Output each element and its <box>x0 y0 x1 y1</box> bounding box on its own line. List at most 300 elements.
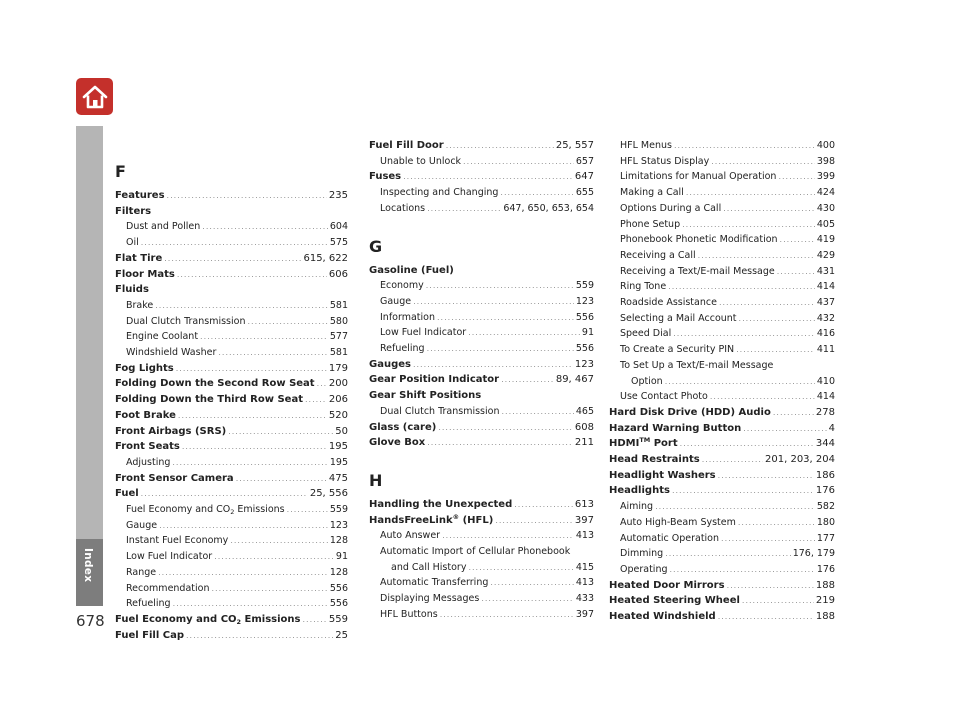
page-reference[interactable]: 419 <box>816 234 835 246</box>
dot-leader <box>743 421 826 437</box>
page-reference[interactable]: 556 <box>329 582 348 594</box>
index-subentry[interactable] <box>369 185 594 201</box>
entry-text-main: Heated Steering Wheel <box>609 595 740 607</box>
entry-text <box>620 531 719 547</box>
page-reference[interactable]: 206 <box>328 394 348 406</box>
page-reference[interactable]: 89, 467 <box>555 374 594 386</box>
index-subentry[interactable] <box>369 528 594 544</box>
index-entry[interactable] <box>369 357 594 373</box>
dot-leader <box>173 596 328 612</box>
page-reference[interactable]: 556 <box>575 343 594 355</box>
page-reference[interactable]: 397 <box>575 608 594 620</box>
index-subentry[interactable] <box>115 502 348 518</box>
dot-leader <box>427 201 501 217</box>
index-entry[interactable] <box>115 439 348 455</box>
index-subentry[interactable] <box>609 169 835 185</box>
index-subentry[interactable] <box>369 591 594 607</box>
page-reference[interactable]: 399 <box>816 171 835 183</box>
index-subentry[interactable] <box>115 298 348 314</box>
entry-text-main: Auto High-Beam System <box>620 516 736 528</box>
page-reference[interactable]: 195 <box>329 456 348 468</box>
page-reference[interactable]: 410 <box>816 375 835 387</box>
index-subentry[interactable] <box>609 279 835 295</box>
entry-text-main: Inspecting and Changing <box>380 187 499 199</box>
page-reference[interactable]: 123 <box>575 295 594 307</box>
index-entry[interactable] <box>369 435 594 451</box>
dot-leader <box>738 515 815 531</box>
index-entry[interactable] <box>115 408 348 424</box>
page-reference[interactable]: 475 <box>328 472 348 484</box>
entry-text <box>369 497 512 513</box>
entry-text <box>126 502 285 518</box>
entry-text <box>620 499 653 515</box>
sidebar-bar <box>76 126 103 539</box>
entry-text <box>115 486 139 502</box>
entry-text-main: HFL Buttons <box>380 608 438 620</box>
dot-leader <box>665 546 791 562</box>
dot-leader <box>247 314 327 330</box>
index-entry[interactable] <box>609 452 835 468</box>
page-reference[interactable]: 414 <box>816 391 835 403</box>
page-reference[interactable]: 647, 650, 653, 654 <box>503 202 594 214</box>
index-subentry[interactable] <box>609 201 835 217</box>
entry-subscript: 2 <box>236 617 242 626</box>
index-subheading: Automatic Import of Cellular Phonebook <box>380 546 571 558</box>
index-entry[interactable] <box>115 361 348 377</box>
page-reference[interactable]: 413 <box>575 577 594 589</box>
entry-text <box>369 420 436 436</box>
entry-text-main: Recommendation <box>126 582 210 594</box>
page-reference[interactable]: 128 <box>329 535 348 547</box>
dot-leader <box>182 439 327 455</box>
page-reference[interactable]: 414 <box>816 281 835 293</box>
entry-text-main: Making a Call <box>620 187 684 199</box>
entry-text-main: Gauges <box>369 358 411 370</box>
entry-text-main: HFL Status Display <box>620 155 710 167</box>
dot-leader <box>711 154 815 170</box>
page-reference[interactable]: 608 <box>574 421 594 433</box>
dot-leader <box>177 267 327 283</box>
index-subentry[interactable] <box>609 264 835 280</box>
dot-leader <box>719 295 815 311</box>
entry-text-main: Receiving a Text/E-mail Message <box>620 265 775 277</box>
page-reference[interactable]: 91 <box>335 551 348 563</box>
entry-text <box>620 311 737 327</box>
index-heading: Gasoline (Fuel) <box>369 264 454 276</box>
index-subentry[interactable] <box>369 607 594 623</box>
dot-leader <box>468 325 580 341</box>
index-subentry[interactable] <box>369 154 594 170</box>
page-reference[interactable]: 559 <box>329 504 348 516</box>
page-reference[interactable]: 176 <box>816 563 835 575</box>
index-subentry[interactable] <box>609 311 835 327</box>
entry-text-main: Front Sensor Camera <box>115 472 234 484</box>
entry-text <box>380 278 424 294</box>
index-entry[interactable] <box>115 486 348 502</box>
dot-leader <box>236 471 327 487</box>
section-letter: F <box>115 162 126 181</box>
index-subentry[interactable] <box>115 549 348 565</box>
page-reference[interactable]: 657 <box>575 155 594 167</box>
entry-text-main: Fuel Economy and CO <box>126 504 231 516</box>
index-subentry[interactable] <box>369 294 594 310</box>
page-reference[interactable]: 437 <box>816 297 835 309</box>
dot-leader <box>739 311 815 327</box>
index-subentry[interactable] <box>609 185 835 201</box>
index-entry[interactable] <box>609 609 835 625</box>
section-letter: H <box>369 470 383 490</box>
dot-leader <box>680 436 814 452</box>
index-entry[interactable] <box>115 471 348 487</box>
index-subentry[interactable] <box>369 575 594 591</box>
index-entry[interactable] <box>115 267 348 283</box>
page-reference[interactable]: 581 <box>329 299 348 311</box>
index-subentry[interactable] <box>369 341 594 357</box>
page-reference[interactable]: 176 <box>815 485 835 497</box>
dot-leader <box>698 248 815 264</box>
index-subentry[interactable] <box>609 499 835 515</box>
entry-text-main: Hazard Warning Button <box>609 422 742 434</box>
index-entry[interactable] <box>609 483 835 499</box>
entry-text-main: Phonebook Phonetic Modification <box>620 234 778 246</box>
dot-leader <box>155 298 328 314</box>
entry-text <box>380 201 425 217</box>
index-subentry[interactable] <box>609 326 835 342</box>
page-reference[interactable]: 25, 557 <box>555 140 594 151</box>
entry-text <box>620 248 696 264</box>
index-subentry[interactable] <box>115 329 348 345</box>
entry-text-main: Information <box>380 311 435 323</box>
entry-text <box>620 154 709 170</box>
entry-text <box>620 185 684 201</box>
page-reference[interactable]: 219 <box>815 595 835 607</box>
dot-leader <box>673 326 815 342</box>
index-subentry[interactable] <box>609 515 835 531</box>
dot-leader <box>426 278 574 294</box>
index-entry[interactable] <box>609 593 835 609</box>
dot-leader <box>427 435 573 451</box>
index-entry[interactable] <box>609 468 835 484</box>
entry-text-main: Foot Brake <box>115 409 176 421</box>
page-reference[interactable]: 177 <box>816 532 835 544</box>
entry-text-main: Option <box>631 375 663 387</box>
entry-text <box>369 435 425 451</box>
entry-text-main: Automatic Transferring <box>380 577 489 589</box>
page-reference[interactable]: 398 <box>816 155 835 167</box>
index-subentry[interactable] <box>609 531 835 547</box>
page-reference[interactable]: 179 <box>328 362 348 374</box>
index-subentry[interactable] <box>609 232 835 248</box>
dot-leader <box>490 575 573 591</box>
page-reference[interactable]: 465 <box>575 405 594 417</box>
index-subentry[interactable] <box>115 533 348 549</box>
entry-text <box>620 562 668 578</box>
index-subentry[interactable] <box>115 518 348 534</box>
index-subentry[interactable] <box>115 565 348 581</box>
entry-text <box>609 468 716 484</box>
entry-text <box>609 593 740 609</box>
index-entry[interactable] <box>115 251 348 267</box>
page-reference[interactable]: 176, 179 <box>792 548 835 560</box>
entry-text-main: Unable to Unlock <box>380 155 462 167</box>
index-entry[interactable] <box>369 169 594 185</box>
dot-leader <box>495 513 573 529</box>
page-reference[interactable]: 429 <box>816 249 835 261</box>
page-reference[interactable]: 278 <box>815 406 835 418</box>
entry-text-main: Folding Down the Third Row Seat <box>115 394 303 406</box>
entry-text-main: Ring Tone <box>620 281 667 293</box>
page-reference[interactable]: 430 <box>816 202 835 214</box>
entry-text <box>380 591 479 607</box>
entry-text <box>115 408 176 424</box>
page-reference[interactable]: 606 <box>328 268 348 280</box>
dot-leader <box>672 483 814 499</box>
page-reference[interactable]: 397 <box>574 514 594 526</box>
entry-text-main: Refueling <box>126 598 171 610</box>
page-reference[interactable]: 559 <box>328 613 348 625</box>
dot-leader <box>437 310 574 326</box>
index-tab-label: Index <box>82 548 94 583</box>
entry-text-main: Headlights <box>609 485 670 497</box>
entry-text-main: Dual Clutch Transmission <box>126 315 246 327</box>
page-reference[interactable]: 186 <box>815 469 835 481</box>
index-subentry[interactable] <box>369 560 594 576</box>
index-subentry[interactable] <box>115 314 348 330</box>
dot-leader <box>158 565 328 581</box>
page-reference[interactable]: 123 <box>574 358 594 370</box>
dot-leader <box>403 169 573 185</box>
entry-text <box>380 341 425 357</box>
index-subentry[interactable] <box>609 154 835 170</box>
page-reference[interactable]: 123 <box>329 519 348 531</box>
dot-leader <box>702 452 763 468</box>
page-reference[interactable]: 647 <box>574 171 594 183</box>
entry-text <box>620 389 708 405</box>
dot-leader <box>440 607 574 623</box>
entry-text <box>115 188 165 204</box>
page-reference[interactable]: 582 <box>816 501 835 513</box>
entry-text <box>620 515 736 531</box>
index-subentry[interactable] <box>369 310 594 326</box>
page-reference[interactable]: 556 <box>575 311 594 323</box>
entry-text-main: HFL Menus <box>620 140 672 151</box>
index-entry[interactable] <box>369 513 594 529</box>
index-subentry[interactable] <box>115 219 348 235</box>
entry-text <box>126 314 245 330</box>
entry-text-main: Receiving a Call <box>620 249 696 261</box>
page-reference[interactable]: 613 <box>574 498 594 510</box>
index-subentry[interactable] <box>115 581 348 597</box>
page-reference[interactable]: 25, 556 <box>309 488 348 500</box>
index-subentry[interactable] <box>115 235 348 251</box>
index-subentry[interactable] <box>115 596 348 612</box>
page-reference[interactable]: 433 <box>575 593 594 605</box>
home-icon <box>81 83 109 111</box>
page-reference[interactable]: 400 <box>816 140 835 151</box>
index-subentry[interactable] <box>115 455 348 471</box>
page-reference[interactable]: 200 <box>328 378 348 390</box>
page-reference[interactable]: 25 <box>335 629 348 641</box>
dot-leader <box>438 420 573 436</box>
page-reference[interactable]: 520 <box>328 409 348 421</box>
index-subentry[interactable] <box>609 138 835 154</box>
index-entry[interactable] <box>369 138 594 154</box>
index-column-1 <box>115 162 348 643</box>
index-subentry[interactable] <box>609 217 835 233</box>
page-reference[interactable]: 201, 203, 204 <box>765 454 835 466</box>
entry-text-main: Fuel Economy and CO <box>115 613 237 625</box>
page-reference[interactable]: 431 <box>816 265 835 277</box>
index-subentry[interactable] <box>369 404 594 420</box>
page-reference[interactable]: 559 <box>575 280 594 292</box>
dot-leader <box>211 581 327 597</box>
entry-text-main: Gauge <box>126 519 158 531</box>
page-reference[interactable]: 432 <box>816 312 835 324</box>
index-entry[interactable] <box>115 376 348 392</box>
entry-text <box>620 295 717 311</box>
dot-leader <box>501 404 573 420</box>
entry-text <box>369 513 493 529</box>
entry-text-main: Heated Windshield <box>609 611 716 623</box>
index-subentry[interactable] <box>369 325 594 341</box>
page-reference[interactable]: 577 <box>329 331 348 343</box>
page-reference[interactable]: 655 <box>575 187 594 199</box>
entry-text <box>369 169 401 185</box>
index-subentry[interactable] <box>609 546 835 562</box>
index-entry[interactable] <box>609 578 835 594</box>
page-reference[interactable]: 211 <box>574 437 594 449</box>
page-reference[interactable]: 188 <box>815 611 835 623</box>
index-entry[interactable] <box>369 497 594 513</box>
index-column-3 <box>609 138 835 625</box>
page-reference[interactable]: 581 <box>329 347 348 359</box>
dot-leader <box>718 468 814 484</box>
entry-text-main: Hard Disk Drive (HDD) Audio <box>609 406 771 418</box>
index-entry[interactable] <box>369 372 594 388</box>
page-reference[interactable]: 424 <box>816 187 835 199</box>
entry-text-main: Aiming <box>620 501 654 513</box>
entry-text-main: Brake <box>126 299 154 311</box>
entry-text-suffix: (HFL) <box>459 514 494 526</box>
page-reference[interactable]: 411 <box>816 344 835 356</box>
page-reference[interactable]: 91 <box>581 327 594 339</box>
entry-subscript: 2 <box>230 508 235 517</box>
entry-text <box>126 549 212 565</box>
entry-text <box>126 219 200 235</box>
index-subentry[interactable] <box>609 295 835 311</box>
entry-text-main: Options During a Call <box>620 202 722 214</box>
index-subheading: To Set Up a Text/E-mail Message <box>620 359 774 371</box>
index-entry[interactable] <box>115 612 348 628</box>
dot-leader <box>463 154 574 170</box>
index-entry[interactable] <box>115 188 348 204</box>
page-reference[interactable]: 180 <box>816 516 835 528</box>
entry-text <box>126 329 198 345</box>
index-entry[interactable] <box>115 424 348 440</box>
entry-text <box>609 421 741 437</box>
entry-superscript: TM <box>639 436 651 445</box>
home-button[interactable] <box>76 78 113 115</box>
entry-text-main: Fuel Fill Door <box>369 140 444 151</box>
dot-leader <box>172 455 327 471</box>
index-entry[interactable] <box>609 421 835 437</box>
entry-text <box>609 452 700 468</box>
entry-text-main: Displaying Messages <box>380 593 480 605</box>
entry-text <box>620 138 672 154</box>
page-reference[interactable]: 416 <box>816 328 835 340</box>
page-reference[interactable]: 128 <box>329 566 348 578</box>
index-subentry[interactable] <box>609 562 835 578</box>
page-reference[interactable]: 575 <box>329 237 348 249</box>
page-reference[interactable]: 413 <box>575 530 594 542</box>
entry-text-main: Use Contact Photo <box>620 391 708 403</box>
entry-text-suffix: Emissions <box>234 504 285 516</box>
page-reference[interactable]: 415 <box>575 561 594 573</box>
page-reference[interactable]: 556 <box>329 598 348 610</box>
page-reference[interactable]: 50 <box>335 425 348 437</box>
page-reference[interactable]: 195 <box>328 441 348 453</box>
dot-leader <box>778 169 814 185</box>
entry-text <box>380 154 461 170</box>
index-subentry[interactable] <box>609 374 835 390</box>
entry-text <box>126 581 209 597</box>
entry-text-main: Engine Coolant <box>126 331 199 343</box>
entry-text-main: Dual Clutch Transmission <box>380 405 500 417</box>
index-heading: Filters <box>115 205 152 217</box>
page-reference[interactable]: 4 <box>828 422 835 434</box>
entry-text-main: Dust and Pollen <box>126 221 201 233</box>
entry-text <box>380 185 498 201</box>
index-entry[interactable] <box>115 392 348 408</box>
entry-text-main: Roadside Assistance <box>620 297 717 309</box>
entry-text <box>620 169 776 185</box>
index-subentry[interactable] <box>609 342 835 358</box>
dot-leader <box>468 560 573 576</box>
entry-text-main: Features <box>115 190 165 201</box>
index-subentry[interactable] <box>609 389 835 405</box>
entry-text-main: Locations <box>380 202 426 214</box>
entry-text-main: Handling the Unexpected <box>369 498 513 510</box>
entry-text-main: HandsFreeLink <box>369 514 453 526</box>
index-subentry[interactable] <box>369 201 594 217</box>
dot-leader <box>186 628 333 644</box>
index-entry[interactable] <box>369 420 594 436</box>
dot-leader <box>718 609 814 625</box>
entry-text-main: HDMI <box>609 438 640 450</box>
index-entry[interactable] <box>609 436 835 452</box>
page-reference[interactable]: 615, 622 <box>303 252 348 264</box>
entry-text <box>380 528 440 544</box>
page-reference[interactable]: 188 <box>815 579 835 591</box>
dot-leader <box>682 217 815 233</box>
entry-text <box>115 424 226 440</box>
entry-text <box>620 342 734 358</box>
page-reference[interactable]: 235 <box>328 190 348 201</box>
entry-text-main: and Call History <box>391 561 467 573</box>
index-subentry[interactable] <box>609 248 835 264</box>
dot-leader <box>176 361 327 377</box>
entry-text-main: Selecting a Mail Account <box>620 312 737 324</box>
page-reference[interactable]: 580 <box>329 315 348 327</box>
index-subentry[interactable] <box>115 345 348 361</box>
page-reference[interactable]: 405 <box>816 218 835 230</box>
entry-text <box>380 310 435 326</box>
page-reference[interactable]: 604 <box>329 221 348 233</box>
page-reference[interactable]: 344 <box>815 438 835 450</box>
index-entry[interactable] <box>115 628 348 644</box>
index-subentry[interactable] <box>369 278 594 294</box>
index-entry[interactable] <box>609 405 835 421</box>
